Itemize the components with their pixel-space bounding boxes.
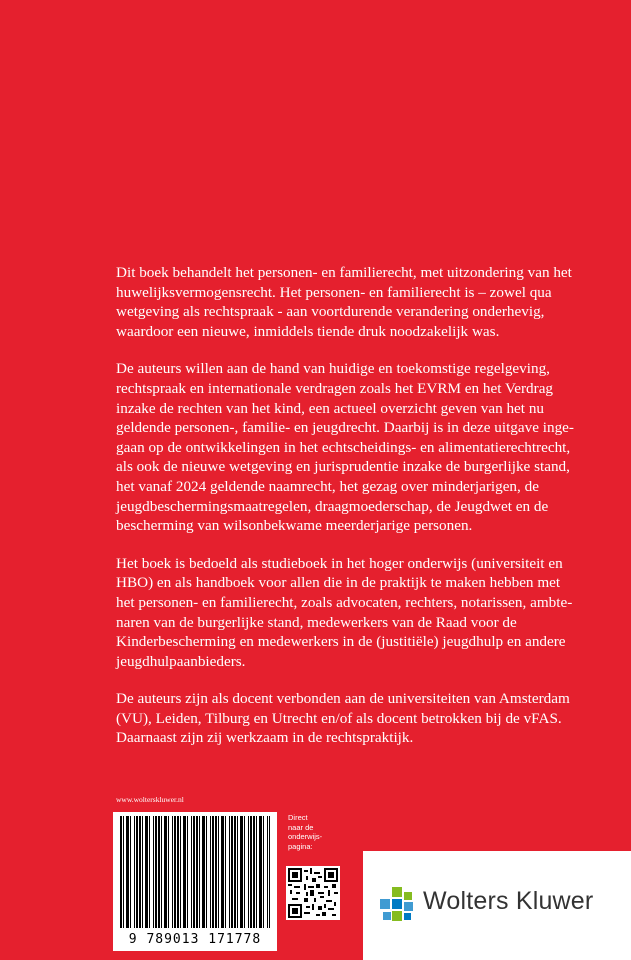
blurb-paragraph-1: Dit boek behandelt het personen- en familierecht, met uitzondering van het huwelijksvermogensrecht. Het personen- en familierecht is – zowel qua wetgeving als rechtspraak - aan voortdurende verandering onderhevig, waardoor een nieuwe, inmiddels tiende druk noodzakelijk was.: [116, 264, 572, 340]
qr-caption: Direct naar de onderwijs- pagina:: [288, 813, 323, 851]
barcode-bars: [120, 816, 270, 928]
publisher-name: Wolters Kluwer: [423, 887, 594, 915]
qr-code[interactable]: [286, 866, 340, 920]
blurb-paragraph-3: Het boek is bedoeld als studieboek in het hoger onderwijs (universiteit en HBO) en als handboek voor allen die in de praktijk te maken hebben met het personen- en familierecht, zoals advocaten, rechters, notarissen, ambte- naren van de burgerlijke stand, medewerkers van de Raad voor de Kinderbescherming en medewerkers in de (justitiële) jeugdhulp en andere jeugdhulpaanbieders.: [116, 554, 573, 670]
isbn-barcode: [113, 812, 277, 951]
publisher-url[interactable]: www.wolterskluwer.nl: [116, 795, 184, 804]
isbn-number: 9 789013 171778: [128, 932, 262, 947]
back-cover-blurb: [116, 263, 616, 766]
wolters-kluwer-logo-icon: [379, 886, 415, 922]
blurb-paragraph-4: De auteurs zijn als docent verbonden aan de universiteiten van Amsterdam (VU), Leiden, Tilburg en Utrecht en/of als docent betrokken bij de vFAS. Daarnaast zijn zij werkzaam in de rechtspraktijk.: [116, 690, 570, 747]
publisher-logo-panel: [363, 851, 631, 960]
blurb-paragraph-2: De auteurs willen aan de hand van huidige en toekomstige regelgeving, rechtspraak en internationale verdragen zoals het EVRM en het Verdrag inzake de rechten van het kind, een actueel overzicht geven van het nu geldende personen-, familie- en jeugdrecht. Daarbij is in deze uitgave inge- gaan op de ontwikkelingen in het echtscheidings- en alimentatierechtrecht, als ook de nieuwe wetgeving en jurisprudentie inzake de burgerlijke stand, het vanaf 2024 geldende naamrecht, het gezag over minderjarigen, de jeugdbeschermingsmaatregelen, draagmoederschap, de Jeugdwet en de bescherming van wilsonbekwame meerderjarige personen.: [116, 360, 574, 535]
